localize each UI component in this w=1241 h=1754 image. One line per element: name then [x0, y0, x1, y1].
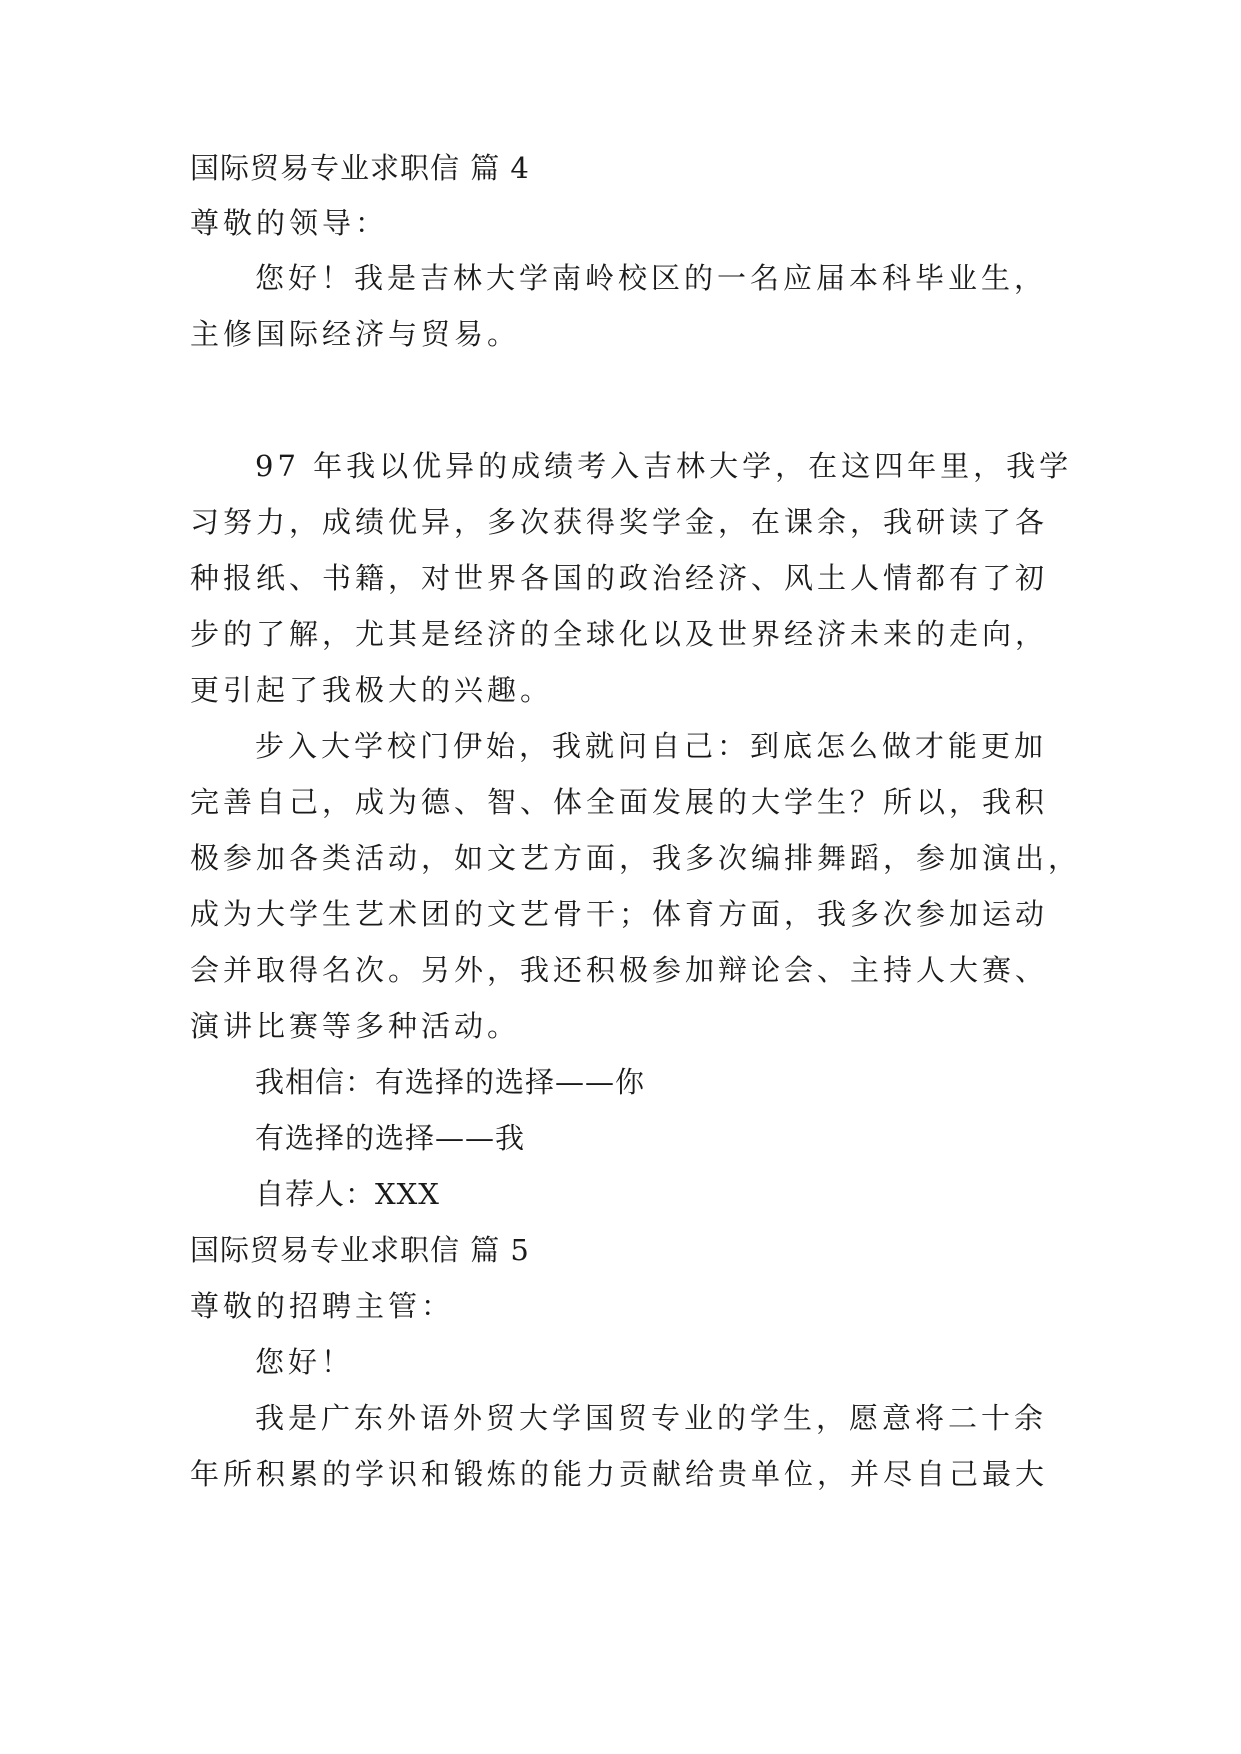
- section-4-motto-1: 我相信：有选择的选择——你: [255, 1065, 646, 1099]
- section-4-p2-line-4: 步的了解，尤其是经济的全球化以及世界经济未来的走向，: [190, 617, 1049, 651]
- section-4-p2-line-2: 习努力，成绩优异，多次获得奖学金，在课余，我研读了各: [190, 505, 1049, 539]
- section-4-p3-line-4: 成为大学生艺术团的文艺骨干；体育方面，我多次参加运动: [190, 897, 1049, 931]
- section-4-p3-line-2: 完善自己，成为德、智、体全面发展的大学生？所以，我积: [190, 785, 1049, 819]
- section-4-p3-line-5: 会并取得名次。另外，我还积极参加辩论会、主持人大赛、: [190, 953, 1049, 987]
- section-4-p2-line-1: 97 年我以优异的成绩考入吉林大学，在这四年里，我学: [255, 449, 1073, 483]
- section-4-heading: 国际贸易专业求职信 篇 4: [190, 151, 530, 185]
- section-4-p2-line-5: 更引起了我极大的兴趣。: [190, 673, 554, 707]
- section-4-p3-line-3: 极参加各类活动，如文艺方面，我多次编排舞蹈，参加演出，: [190, 841, 1082, 875]
- section-4-p3-line-6: 演讲比赛等多种活动。: [190, 1009, 521, 1043]
- section-4-p2-line-3: 种报纸、书籍，对世界各国的政治经济、风土人情都有了初: [190, 561, 1049, 595]
- section-4-p1-line-2: 主修国际经济与贸易。: [190, 317, 521, 351]
- section-5-p1-line-2: 年所积累的学识和锻炼的能力贡献给贵单位，并尽自己最大: [190, 1457, 1049, 1491]
- section-5-greeting: 您好！: [255, 1345, 355, 1379]
- section-4-signature: 自荐人：XXX: [255, 1177, 440, 1211]
- section-5-p1-line-1: 我是广东外语外贸大学国贸专业的学生，愿意将二十余: [255, 1401, 1048, 1435]
- section-5-salutation: 尊敬的招聘主管：: [190, 1289, 455, 1323]
- section-5-heading: 国际贸易专业求职信 篇 5: [190, 1233, 530, 1267]
- section-4-motto-2: 有选择的选择——我: [255, 1121, 526, 1155]
- section-4-salutation: 尊敬的领导：: [190, 206, 389, 240]
- section-4-p1-line-1: 您好！我是吉林大学南岭校区的一名应届本科毕业生，: [255, 261, 1048, 295]
- section-4-p3-line-1: 步入大学校门伊始，我就问自己：到底怎么做才能更加: [255, 729, 1048, 763]
